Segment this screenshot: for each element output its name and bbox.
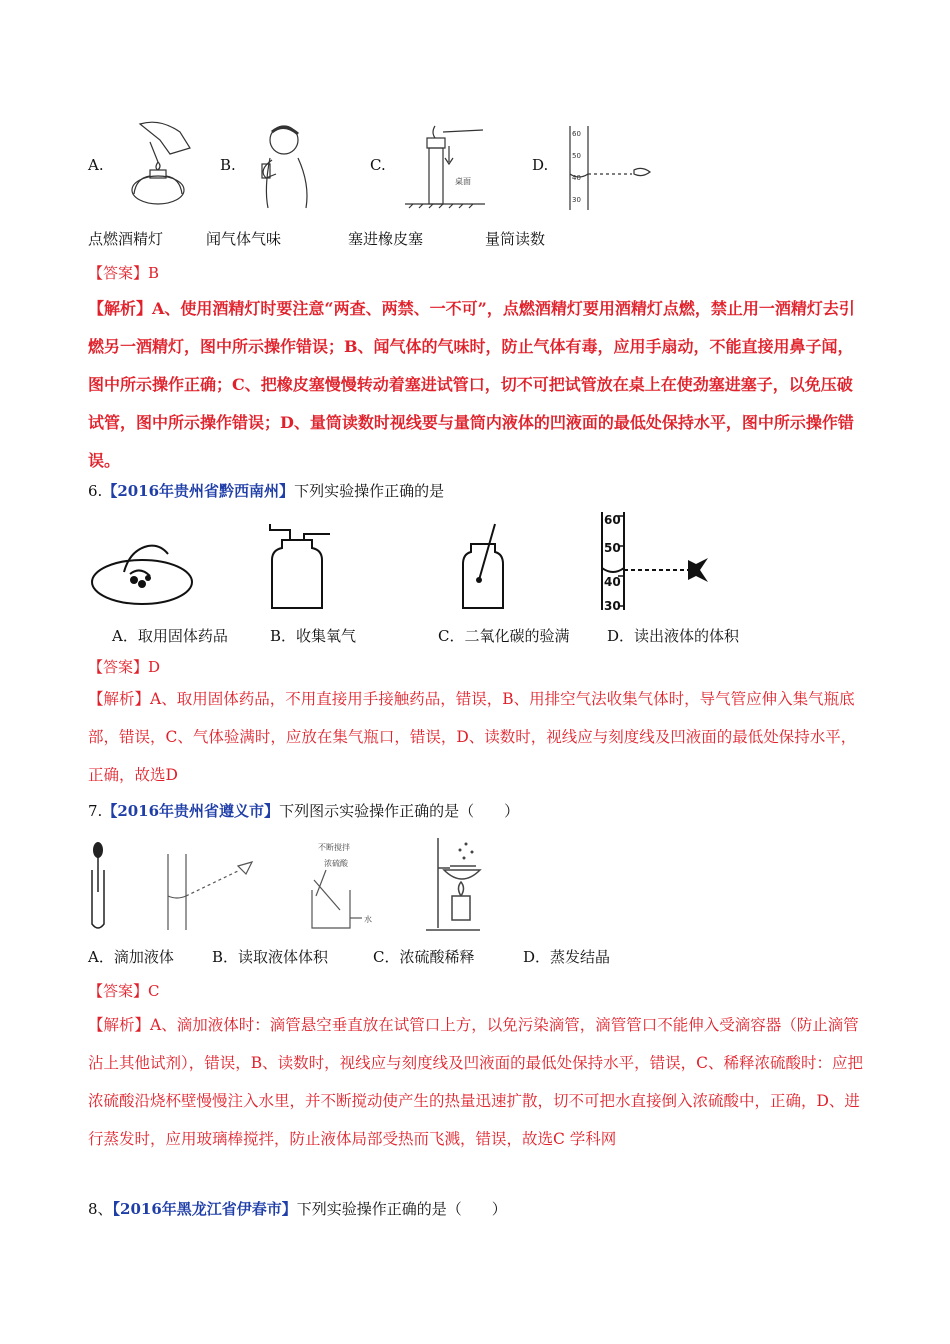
q8-stem: 下列实验操作正确的是（ ） [296,1200,507,1218]
q7-option-d: D．蒸发结晶 [523,948,611,966]
q6-option-c: C．二氧化碳的验满 [438,627,570,645]
q7-source: 【2016年贵州省遵义市】 [102,802,280,820]
drop-liquid-figure [86,840,116,932]
svg-text:50: 50 [604,541,621,555]
q5-analysis: 【解析】A、使用酒精灯时要注意“两查、两禁、一不可”，点燃酒精灯要用酒精灯点燃，禁止用一酒精灯去引燃另一酒精灯，图中所示操作错误；B、闻气体的气味时，防止气体有毒，应用手扇动，不能直接用鼻子闻，图中所示操作正确；C、把橡皮塞慢慢转动着塞进试管口，切不可把试管放在桌上在使劲塞进塞子，以免压破试管，图中所示操作错误；D、量筒读数时视线要与量筒内液体的凹液面的最低处保持水平，图中所示操作错误。 [88,299,855,470]
q5-option-d-letter: D. [532,156,549,174]
q7-option-b: B．读取液体体积 [212,948,329,966]
q6-source: 【2016年贵州省黔西南州】 [102,482,295,500]
smell-gas-figure [248,118,328,210]
q6-stem: 下列实验操作正确的是 [294,482,445,500]
q5-caption-d: 量筒读数 [485,230,546,248]
q7-answer: 【答案】C [88,982,160,1000]
q5-answer: 【答案】B [88,264,160,282]
read-volume-figure [596,510,716,614]
q6-option-a: A．取用固体药品 [112,627,228,645]
q7-number: 7. [88,802,103,820]
q6-answer: 【答案】D [88,658,161,676]
read-cylinder-figure [160,840,260,932]
q8-source: 【2016年黑龙江省伊春市】 [112,1200,297,1218]
q7-stem: 下列图示实验操作正确的是（ ） [279,802,520,820]
q6-option-b: B．收集氧气 [270,627,357,645]
svg-text:60: 60 [572,130,581,138]
q7-option-c: C．浓硫酸稀释 [373,948,475,966]
q7-option-a: A．滴加液体 [88,948,174,966]
q7-heading [88,800,519,821]
q8-number: 8、 [88,1200,113,1218]
insert-stopper-figure [405,122,485,212]
q5-option-a-letter: A. [88,156,104,174]
alcohol-lamp-figure [110,118,202,210]
collect-oxygen-figure [260,520,340,612]
svg-text:浓硫酸: 浓硫酸 [324,859,348,868]
q5-option-b-letter: B. [220,156,236,174]
evaporate-figure [420,836,500,934]
q5-option-c-letter: C. [370,156,386,174]
q6-option-d: D．读出液体的体积 [607,627,740,645]
svg-text:不断搅拌: 不断搅拌 [318,843,350,852]
take-solid-figure [90,520,200,610]
svg-text:60: 60 [604,513,621,527]
svg-text:30: 30 [572,196,581,204]
q5-caption-c: 塞进橡皮塞 [348,230,424,248]
q5-caption-a: 点燃酒精灯 [88,230,164,248]
cylinder-reading-figure [560,122,660,212]
q7-analysis: 【解析】A、滴加液体时：滴管悬空垂直放在试管口上方，以免污染滴管，滴管管口不能伸入受滴容器（防止滴管沾上其他试剂），错误，B、读数时，视线应与刻度线及凹液面的最低处保持水平，错误，C、稀释浓硫酸时：应把浓硫酸沿烧杯壁慢慢注入水里，并不断搅动使产生的热量迅速扩散，切不可把水直接倒入浓硫酸中，正确，D、进行蒸发时，应用玻璃棒搅拌，防止液体局部受热而飞溅，错误，故选C 学科网 [88,1016,864,1148]
q6-analysis: 【解析】A、取用固体药品，不用直接用手接触药品，错误，B、用排空气法收集气体时，导气管应伸入集气瓶底部，错误，C、气体验满时，应放在集气瓶口，错误，D、读数时，视线应与刻度线及凹液面的最低处保持水平，正确，故选D [88,690,857,784]
table-label: 桌面 [455,177,471,186]
q5-caption-b: 闻气体气味 [206,230,282,248]
svg-text:水: 水 [364,915,372,924]
dilute-acid-figure [304,840,384,932]
q6-number: 6. [88,482,103,500]
svg-text:40: 40 [604,575,621,589]
q6-heading [88,480,444,501]
svg-text:30: 30 [604,599,621,613]
svg-text:50: 50 [572,152,581,160]
svg-text:40: 40 [572,174,581,182]
q8-heading [88,1198,507,1219]
co2-full-check-figure [455,520,515,612]
